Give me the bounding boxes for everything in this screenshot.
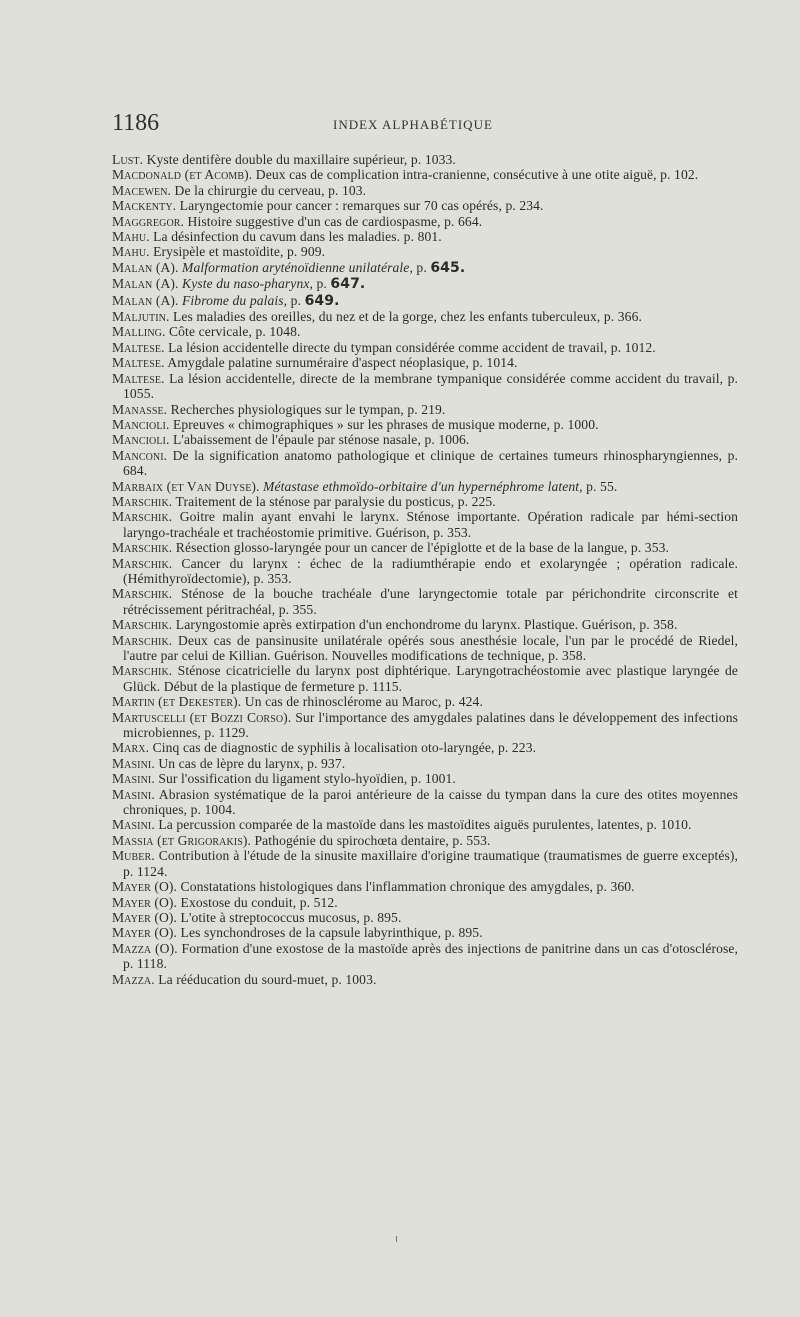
index-entry xyxy=(112,817,738,832)
entry-author: Marbaix (et Van Duyse). xyxy=(112,478,260,494)
index-entry xyxy=(112,925,738,940)
entry-author: Manasse. xyxy=(112,401,168,417)
entry-text: Les synchondroses de la capsule labyrinthique, p. 895. xyxy=(177,925,483,941)
entry-text: Sténose cicatricielle du larynx post diphtérique. Laryngotrachéostomie avec plastique laryngée de Glück. Début de la plastique de fermeture p. 1115. xyxy=(123,663,738,694)
entry-text: Cinq cas de diagnostic de syphilis à localisation oto-laryngée, p. 223. xyxy=(149,740,537,756)
entry-author: Mayer (O). xyxy=(112,925,178,941)
index-entry xyxy=(112,183,738,198)
entry-author: Maltese. xyxy=(112,355,165,371)
entry-text: Formation d'une exostose de la mastoïde après des injections de panitrine dans un cas d'otosclérose, p. 1118. xyxy=(123,940,738,972)
entry-text: La désinfection du cavum dans les maladies. p. 801. xyxy=(149,229,442,245)
entry-text: Constatations histologiques dans l'inflammation chronique des amygdales, p. 360. xyxy=(177,879,635,895)
index-entry xyxy=(112,244,738,259)
index-entry xyxy=(112,617,738,632)
entry-title-italic: Kyste du naso-pharynx, xyxy=(182,276,313,292)
page-header xyxy=(0,110,800,140)
entry-text: L'abaissement de l'épaule par sténose nasale, p. 1006. xyxy=(169,432,470,448)
entry-page-prefix: p. xyxy=(287,292,305,308)
entry-text: Epreuves « chimographiques » sur les phrases de musique moderne, p. 1000. xyxy=(169,416,599,432)
entry-text: Laryngostomie après extirpation d'un enchondrome du larynx. Plastique. Guérison, p. 358. xyxy=(172,617,678,633)
entry-author: Marschik. xyxy=(112,555,173,571)
index-entry xyxy=(112,293,738,309)
entry-page-number: 645. xyxy=(430,259,466,276)
index-entry xyxy=(112,895,738,910)
index-entry xyxy=(112,340,738,355)
index-entry xyxy=(112,879,738,894)
entry-author: Mahu. xyxy=(112,244,150,260)
entry-text: La lésion accidentelle directe du tympan considérée comme accident de travail, p. 1012. xyxy=(164,339,656,355)
entry-author: Martuscelli (et Bozzi Corso). xyxy=(112,709,292,725)
entry-text: Sténose de la bouche trachéale d'une laryngectomie totale par périchondrite circonscrite et rétrécissement péritrachéal, p. 355. xyxy=(123,586,738,617)
entry-author: Macewen. xyxy=(112,182,172,198)
entry-author: Mackenty. xyxy=(112,198,177,214)
index-entry xyxy=(112,771,738,786)
entry-page-prefix: p. xyxy=(412,259,431,275)
entry-text: Deux cas de complication intra-cranienne, consécutive à une otite aiguë, p. 102. xyxy=(252,167,699,183)
entry-text: L'otite à streptococcus mucosus, p. 895. xyxy=(177,909,402,925)
entry-author: Mancioli. xyxy=(112,432,170,448)
printer-mark xyxy=(396,1236,397,1242)
entry-text: Contribution à l'étude de la sinusite maxillaire d'origine traumatique (traumatismes de guerre exceptés), p. 1124. xyxy=(123,848,738,879)
entry-author: Mayer (O). xyxy=(112,909,178,925)
index-entry xyxy=(112,756,738,771)
index-entry xyxy=(112,479,738,494)
entry-author: Malan (A). xyxy=(112,292,179,308)
index-entry xyxy=(112,198,738,213)
index-entry xyxy=(112,260,738,276)
entry-author: Malan (A). xyxy=(112,276,179,292)
entry-author: Maltese. xyxy=(112,370,165,386)
index-entry xyxy=(112,586,738,617)
entry-author: Mahu. xyxy=(112,229,150,245)
index-entry xyxy=(112,910,738,925)
entry-text: Histoire suggestive d'un cas de cardiospasme, p. 664. xyxy=(184,213,483,229)
entry-author: Masini. xyxy=(112,771,155,787)
entry-author: Marschik. xyxy=(112,663,173,679)
entry-author: Maljutin. xyxy=(112,309,170,325)
index-entry xyxy=(112,941,738,972)
index-entry xyxy=(112,167,738,182)
entry-text: Sur l'ossification du ligament stylo-hyoïdien, p. 1001. xyxy=(154,771,456,787)
index-entry xyxy=(112,694,738,709)
index-entry xyxy=(112,787,738,818)
entry-author: Mayer (O). xyxy=(112,894,178,910)
index-entry xyxy=(112,972,738,987)
entry-title-italic: Fibrome du palais, xyxy=(182,292,288,308)
entry-text: Abrasion systématique de la paroi antérieure de la caisse du tympan dans la cure des otites moyennes chroniques, p. 1004. xyxy=(123,786,738,818)
entry-author: Masini. xyxy=(112,786,155,802)
index-entry xyxy=(112,355,738,370)
index-entry xyxy=(112,556,738,587)
entry-text: Laryngectomie pour cancer : remarques sur 70 cas opérés, p. 234. xyxy=(176,198,544,214)
entry-text: Deux cas de pansinusite unilatérale opérés sous anesthésie locale, l'un par le procédé de Riedel, l'autre par celui de Killian. Guérison. Nouvelles modifications de technique, p. 358. xyxy=(123,632,738,663)
entry-author: Marschik. xyxy=(112,632,173,648)
entry-author: Muber. xyxy=(112,848,155,864)
entry-text: Résection glosso-laryngée pour un cancer de l'épiglotte et de la base de la langue, p. 353. xyxy=(172,540,669,556)
entry-author: Martin (et Dekester). xyxy=(112,694,242,710)
entry-text: Un cas de lèpre du larynx, p. 937. xyxy=(154,755,346,771)
index-entry xyxy=(112,324,738,339)
entry-text: La rééducation du sourd-muet, p. 1003. xyxy=(154,971,377,987)
entry-author: Massia (et Grigorakis). xyxy=(112,832,252,848)
entry-page-prefix: p. 55. xyxy=(582,478,618,494)
index-entry xyxy=(112,152,738,167)
page-number: 1186 xyxy=(112,110,160,136)
index-entry xyxy=(112,402,738,417)
entry-author: Lust. xyxy=(112,152,144,167)
entry-page-prefix: p. xyxy=(312,276,331,292)
entry-author: Maltese. xyxy=(112,339,165,355)
entry-text: Goitre malin ayant envahi le larynx. Sténose importante. Opération radicale par hémi-section laryngo-trachéale et trachéostomie primitive. Guérison, p. 353. xyxy=(123,509,738,540)
index-entry xyxy=(112,276,738,292)
entry-author: Manconi. xyxy=(112,447,168,463)
entry-text: Exostose du conduit, p. 512. xyxy=(177,894,338,910)
entry-text: Un cas de rhinosclérome au Maroc, p. 424. xyxy=(241,694,483,710)
index-entry xyxy=(112,663,738,694)
entry-text: Kyste dentifère double du maxillaire supérieur, p. 1033. xyxy=(143,152,456,167)
entry-text: Amygdale palatine surnuméraire d'aspect néoplasique, p. 1014. xyxy=(164,355,518,371)
entry-text: Traitement de la sténose par paralysie du posticus, p. 225. xyxy=(172,493,496,509)
entry-author: Macdonald (et Acomb). xyxy=(112,167,253,183)
entry-text: De la signification anatomo pathologique et clinique de certaines tumeurs rhinospharyngiennes, p. 684. xyxy=(123,447,738,479)
entry-text: Cancer du larynx : échec de la radiumthérapie endo et exolaryngée ; opération radicale. (Hémithyroïdectomie), p. 353. xyxy=(123,555,738,586)
index-entry xyxy=(112,633,738,664)
entry-page-number: 647. xyxy=(330,276,366,293)
entry-author: Marschik. xyxy=(112,493,173,509)
entry-text: La lésion accidentelle, directe de la membrane tympanique considérée comme accident du travail, p. 1055. xyxy=(123,370,738,402)
entry-author: Marschik. xyxy=(112,617,173,633)
index-entry xyxy=(112,309,738,324)
entry-author: Masini. xyxy=(112,817,155,833)
entry-author: Maggregor. xyxy=(112,213,185,229)
entry-text: Côte cervicale, p. 1048. xyxy=(165,324,301,340)
index-entries xyxy=(112,152,738,987)
entry-author: Mancioli. xyxy=(112,416,170,432)
index-entry xyxy=(112,448,738,479)
entry-title-italic: Métastase ethmoïdo-orbitaire d'un hypernéphrome latent, xyxy=(263,478,583,494)
index-entry xyxy=(112,710,738,741)
index-entry xyxy=(112,417,738,432)
entry-author: Marschik. xyxy=(112,586,173,602)
index-entry xyxy=(112,833,738,848)
index-entry xyxy=(112,432,738,447)
index-entry xyxy=(112,494,738,509)
entry-author: Marx. xyxy=(112,740,150,756)
entry-text: Les maladies des oreilles, du nez et de la gorge, chez les enfants tuberculeux, p. 366. xyxy=(169,309,642,325)
entry-page-number: 649. xyxy=(304,292,340,309)
index-entry xyxy=(112,371,738,402)
entry-author: Mazza (O). xyxy=(112,940,178,956)
entry-text: La percussion comparée de la mastoïde dans les mastoïdites aiguës purulentes, latentes, p. 1010. xyxy=(154,817,692,833)
index-entry xyxy=(112,509,738,540)
entry-author: Malan (A). xyxy=(112,259,179,275)
entry-text: De la chirurgie du cerveau, p. 103. xyxy=(171,182,367,198)
index-entry xyxy=(112,540,738,555)
entry-author: Mayer (O). xyxy=(112,879,178,895)
index-entry xyxy=(112,848,738,879)
entry-text: Pathogénie du spirochœta dentaire, p. 553. xyxy=(251,832,491,848)
entry-author: Masini. xyxy=(112,755,155,771)
entry-author: Mazza. xyxy=(112,971,155,987)
entry-text: Recherches physiologiques sur le tympan, p. 219. xyxy=(167,401,446,417)
entry-author: Malling. xyxy=(112,324,166,340)
index-entry xyxy=(112,229,738,244)
entry-title-italic: Malformation aryténoïdienne unilatérale, xyxy=(182,259,413,275)
entry-author: Marschik. xyxy=(112,509,173,525)
running-title: INDEX ALPHABÉTIQUE xyxy=(333,117,493,132)
index-entry xyxy=(112,214,738,229)
index-entry xyxy=(112,740,738,755)
entry-text: Sur l'importance des amygdales palatines dans le développement des infections microbiennes, p. 1129. xyxy=(123,709,738,741)
entry-text: Erysipèle et mastoïdite, p. 909. xyxy=(149,244,326,260)
entry-author: Marschik. xyxy=(112,540,173,556)
